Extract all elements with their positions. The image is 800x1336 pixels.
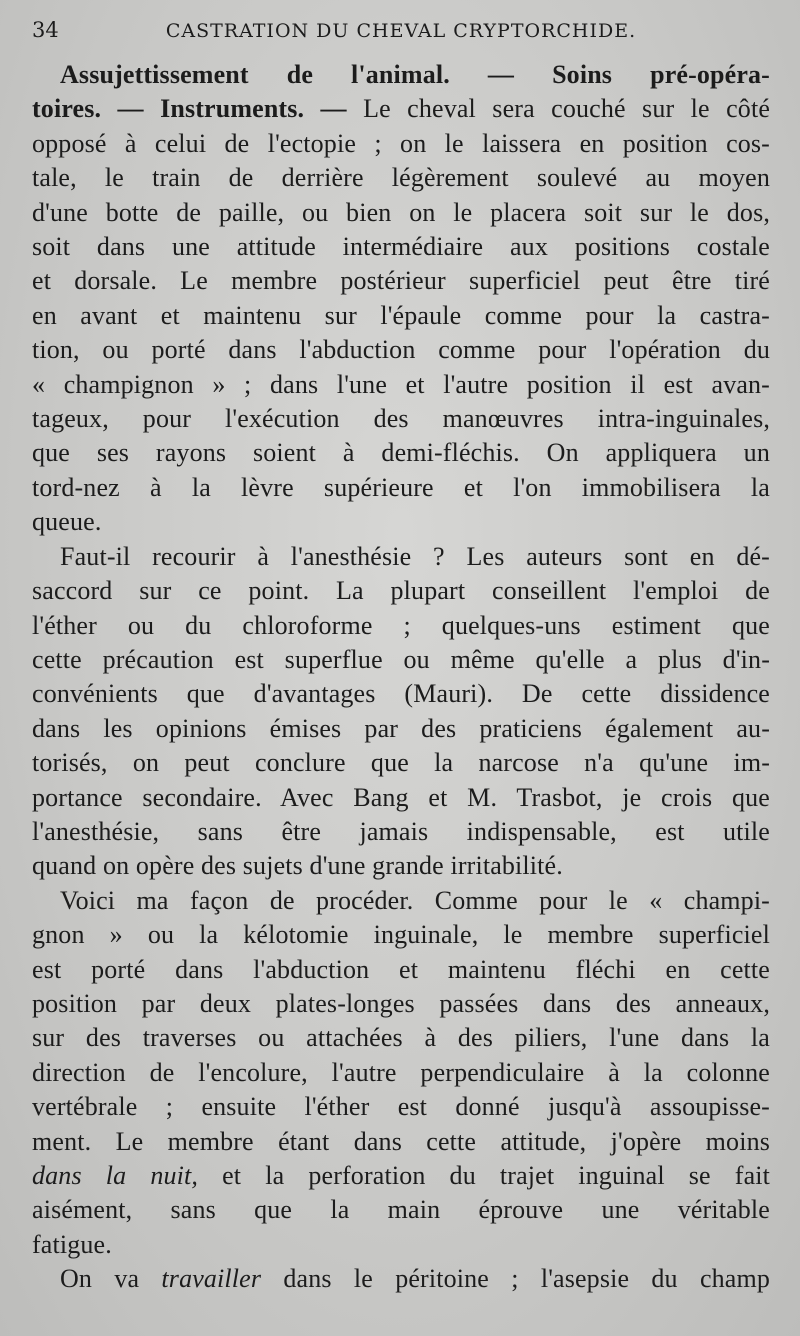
text-run: Le cheval sera couché sur le côté bbox=[346, 94, 771, 124]
text-run: Faut-il recourir à l'anesthésie ? Les auteurs sont en dé- bbox=[60, 541, 770, 571]
text-line bbox=[32, 677, 770, 711]
text-line bbox=[32, 781, 770, 815]
text-line bbox=[32, 333, 770, 367]
text-run: en avant et maintenu sur l'épaule comme pour la castra- bbox=[32, 300, 770, 330]
text-run: torisés, on peut conclure que la narcose n'a qu'une im- bbox=[32, 748, 770, 778]
text-run: ment. Le membre étant dans cette attitude, j'opère moins bbox=[32, 1126, 770, 1156]
text-line bbox=[32, 1056, 770, 1090]
text-line bbox=[32, 127, 770, 161]
paragraph bbox=[32, 1262, 770, 1296]
paragraph bbox=[32, 884, 770, 1262]
text-line bbox=[32, 746, 770, 780]
text-line bbox=[32, 368, 770, 402]
text-line bbox=[32, 609, 770, 643]
text-run: et la perforation du trajet inguinal se fait bbox=[198, 1161, 771, 1190]
text-run: queue. bbox=[32, 507, 102, 537]
text-run: vertébrale ; ensuite l'éther est donné jusqu'à assoupisse- bbox=[32, 1092, 770, 1122]
bold-run: Assujettissement de l'animal. — Soins pré-opéra- bbox=[60, 60, 770, 89]
text-run: dans le péritoine ; l'asepsie du champ bbox=[261, 1264, 771, 1294]
text-run: et dorsale. Le membre postérieur superficiel peut être tiré bbox=[32, 266, 770, 296]
text-line bbox=[32, 92, 770, 126]
text-run: convénients que d'avantages (Mauri). De cette dissidence bbox=[32, 679, 770, 709]
text-run: l'anesthésie, sans être jamais indispensable, est utile bbox=[32, 816, 770, 846]
text-line bbox=[32, 402, 770, 436]
text-line bbox=[32, 505, 770, 539]
text-line bbox=[32, 1262, 770, 1296]
text-run: gnon » ou la kélotomie inguinale, le membre superficiel bbox=[32, 920, 770, 950]
text-line bbox=[32, 815, 770, 849]
bold-run: toires. — Instruments. — bbox=[32, 94, 347, 124]
text-line bbox=[32, 884, 770, 918]
text-line bbox=[32, 849, 770, 883]
text-line bbox=[32, 1159, 770, 1193]
text-line bbox=[32, 574, 770, 608]
text-run: portance secondaire. Avec Bang et M. Trasbot, je crois que bbox=[32, 782, 770, 812]
text-run: cette précaution est superflue ou même qu'elle a plus d'in- bbox=[32, 644, 770, 674]
text-line bbox=[32, 299, 770, 333]
text-run: Voici ma façon de procéder. Comme pour le « champi- bbox=[60, 885, 770, 915]
body-text bbox=[32, 58, 770, 1297]
text-line bbox=[32, 918, 770, 952]
text-line bbox=[32, 1021, 770, 1055]
text-run: tageux, pour l'exécution des manœuvres intra-inguinales, bbox=[32, 404, 770, 434]
text-line bbox=[32, 436, 770, 470]
text-line bbox=[32, 643, 770, 677]
text-line bbox=[32, 161, 770, 195]
italic-run: dans la nuit, bbox=[32, 1161, 199, 1190]
text-run: que ses rayons soient à demi-fléchis. On appliquera un bbox=[32, 438, 770, 468]
text-line bbox=[32, 196, 770, 230]
text-line bbox=[32, 712, 770, 746]
text-line bbox=[32, 987, 770, 1021]
text-run: soit dans une attitude intermédiaire aux positions costale bbox=[32, 232, 770, 262]
text-line bbox=[32, 1125, 770, 1159]
text-run: est porté dans l'abduction et maintenu fléchi en cette bbox=[32, 954, 770, 984]
page-number: 34 bbox=[32, 18, 59, 42]
text-run: l'éther ou du chloroforme ; quelques-uns estiment que bbox=[32, 610, 770, 640]
text-run: sur des traverses ou attachées à des piliers, l'une dans la bbox=[32, 1023, 770, 1053]
text-line bbox=[32, 471, 770, 505]
page-header bbox=[32, 18, 770, 58]
paragraph bbox=[32, 58, 770, 540]
text-line bbox=[32, 540, 770, 574]
text-run: tion, ou porté dans l'abduction comme pour l'opération du bbox=[32, 335, 770, 365]
text-run: d'une botte de paille, ou bien on le placera soit sur le dos, bbox=[32, 197, 770, 227]
text-run: quand on opère des sujets d'une grande irritabilité. bbox=[32, 851, 563, 881]
text-run: « champignon » ; dans l'une et l'autre position il est avan- bbox=[32, 369, 770, 399]
text-line bbox=[32, 1193, 770, 1227]
text-line bbox=[32, 1228, 770, 1262]
text-line bbox=[32, 264, 770, 298]
text-run: opposé à celui de l'ectopie ; on le laissera en position cos- bbox=[32, 128, 770, 158]
text-run: direction de l'encolure, l'autre perpendiculaire à la colonne bbox=[32, 1057, 770, 1087]
text-line bbox=[32, 58, 770, 92]
text-run: On va bbox=[60, 1264, 162, 1294]
text-run: dans les opinions émises par des praticiens également au- bbox=[32, 713, 770, 743]
text-run: position par deux plates-longes passées dans des anneaux, bbox=[32, 988, 770, 1018]
text-run: aisément, sans que la main éprouve une véritable bbox=[32, 1195, 770, 1225]
text-run: saccord sur ce point. La plupart conseillent l'emploi de bbox=[32, 576, 770, 606]
paragraph bbox=[32, 540, 770, 884]
text-run: tord-nez à la lèvre supérieure et l'on immobilisera la bbox=[32, 472, 770, 502]
italic-run: travailler bbox=[161, 1264, 262, 1294]
text-run: tale, le train de derrière légèrement soulevé au moyen bbox=[32, 163, 770, 193]
text-line bbox=[32, 230, 770, 264]
text-line bbox=[32, 953, 770, 987]
text-run: fatigue. bbox=[32, 1229, 112, 1259]
text-line bbox=[32, 1090, 770, 1124]
running-title: CASTRATION DU CHEVAL CRYPTORCHIDE. bbox=[165, 20, 637, 42]
